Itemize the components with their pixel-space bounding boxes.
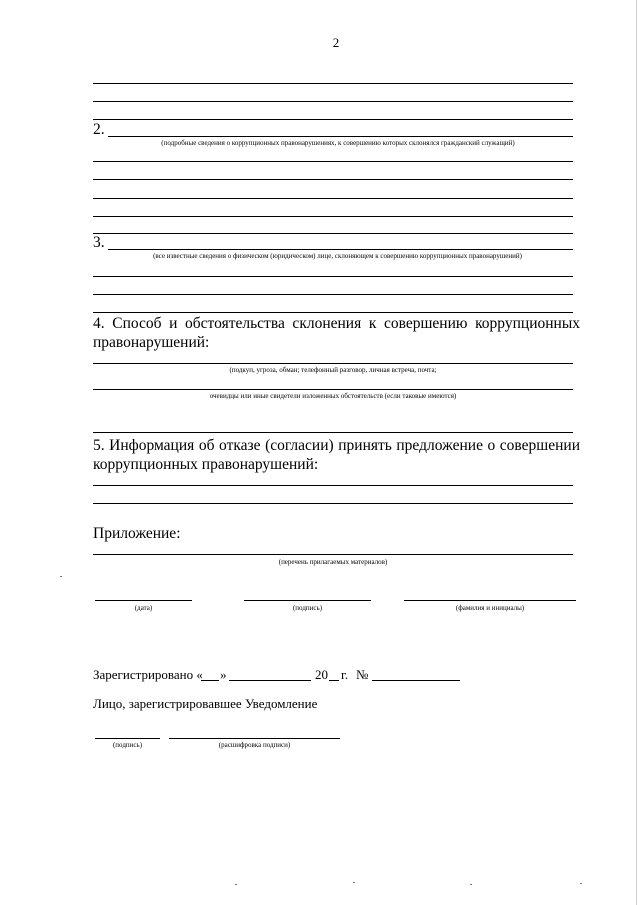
fill-line bbox=[93, 312, 573, 313]
fill-line bbox=[93, 389, 573, 390]
appendix-caption: (перечень прилагаемых материалов) bbox=[278, 558, 388, 566]
date-caption: (дата) bbox=[134, 604, 153, 612]
scan-speck bbox=[580, 883, 582, 884]
registration-prefix: Зарегистрировано « bbox=[93, 667, 203, 682]
section-3-number: 3. bbox=[93, 234, 105, 251]
fill-line bbox=[93, 432, 573, 433]
registration-number-sign: № bbox=[356, 667, 369, 682]
section-4-heading: 4. Способ и обстоятельства склонения к совершению коррупционных правонарушений: bbox=[93, 315, 580, 351]
appendix-label: Приложение: bbox=[93, 525, 181, 542]
registrar-signature-line bbox=[95, 738, 160, 739]
registration-day-line bbox=[201, 680, 219, 681]
page-number: 2 bbox=[332, 35, 340, 50]
fill-line bbox=[93, 198, 573, 199]
fill-line bbox=[108, 136, 573, 137]
section-5-heading: 5. Информация об отказе (согласии) принять предложение о совершении коррупционных правонарушений: bbox=[93, 437, 580, 473]
name-line bbox=[404, 600, 576, 601]
section-4-caption-2: очевидцы или иные свидетели изложенных обстоятельств (если таковые имеются) bbox=[209, 392, 457, 400]
fill-line bbox=[108, 249, 573, 250]
registration-year-prefix: 20 bbox=[315, 667, 328, 682]
page-edge bbox=[636, 0, 637, 905]
scan-speck bbox=[60, 576, 62, 577]
fill-line bbox=[93, 233, 573, 234]
name-caption: (фамилия и инициалы) bbox=[455, 604, 525, 612]
signature-caption: (подпись) bbox=[292, 604, 323, 612]
fill-line bbox=[93, 503, 573, 504]
section-4-caption-1: (подкуп, угроза, обман; телефонный разговор, личная встреча, почта; bbox=[229, 366, 437, 374]
fill-line bbox=[93, 101, 573, 102]
section-2-number: 2. bbox=[93, 121, 105, 138]
registrar-signature-caption: (подпись) bbox=[112, 741, 143, 749]
registration-month-line bbox=[229, 680, 311, 681]
fill-line bbox=[93, 161, 573, 162]
section-2-caption: (подробные сведения о коррупционных правонарушениях, к совершению которых склонялся гражданский служащий) bbox=[161, 139, 515, 147]
fill-line bbox=[93, 119, 573, 120]
registration-close-quote: » bbox=[220, 667, 227, 682]
registrar-decoding-caption: (расшифровка подписи) bbox=[218, 741, 291, 749]
fill-line bbox=[93, 276, 573, 277]
fill-line bbox=[93, 554, 573, 555]
scan-speck bbox=[470, 884, 472, 885]
date-line bbox=[95, 600, 192, 601]
registrar-decoding-line bbox=[169, 738, 340, 739]
fill-line bbox=[93, 179, 573, 180]
fill-line bbox=[93, 294, 573, 295]
signature-line bbox=[244, 600, 371, 601]
scan-speck bbox=[353, 882, 355, 883]
fill-line bbox=[93, 83, 573, 84]
registration-year-suffix: г. bbox=[341, 667, 349, 682]
registration-number-line bbox=[372, 680, 460, 681]
scan-speck bbox=[235, 884, 237, 885]
registration-year-line bbox=[329, 680, 339, 681]
fill-line bbox=[93, 363, 573, 364]
registrar-label: Лицо, зарегистрировавшее Уведомление bbox=[93, 696, 318, 711]
fill-line bbox=[93, 485, 573, 486]
section-3-caption: (все известные сведения о физическом (юридическом) лице, склоняющем к совершению коррупционных правонарушений) bbox=[153, 252, 522, 260]
fill-line bbox=[93, 216, 573, 217]
